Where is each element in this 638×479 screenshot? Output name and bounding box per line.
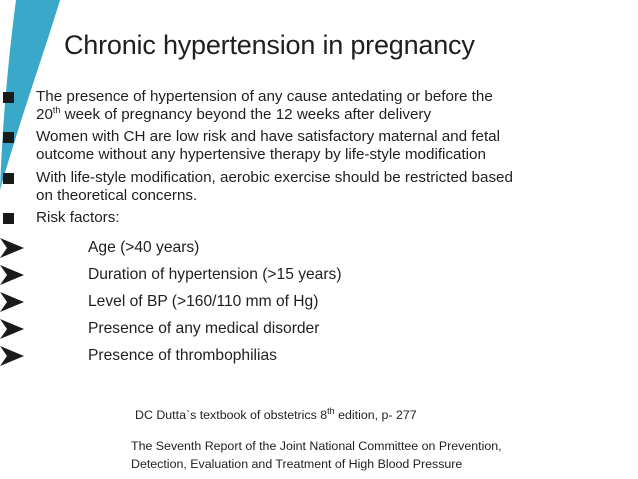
risk-factor-item (0, 290, 638, 317)
bullet-line: Risk factors: (36, 209, 120, 226)
week-number: 20 (36, 106, 53, 123)
bullet-item (0, 88, 638, 128)
arrow-bullet-icon (0, 319, 24, 339)
bullet-line: With life-style modification, aerobic exercise should be restricted based (36, 169, 513, 186)
reference-citation (131, 437, 502, 473)
bullet-line-rest: week of pregnancy beyond the 12 weeks after delivery (60, 106, 432, 123)
citation-text-rest: edition, p- 277 (334, 408, 417, 422)
slide-title: Chronic hypertension in pregnancy (64, 30, 475, 60)
risk-factor-text: Presence of thrombophilias (88, 347, 277, 364)
square-bullet-icon (3, 132, 14, 143)
risk-factor-text: Presence of any medical disorder (88, 320, 320, 337)
arrow-bullet-icon (0, 238, 24, 258)
citation-text: DC Dutta`s textbook of obstetrics 8 (135, 408, 328, 422)
reference-citation (135, 405, 417, 422)
arrow-bullet-icon (0, 265, 24, 285)
ordinal-suffix: th (52, 104, 61, 115)
square-bullet-icon (3, 92, 14, 103)
bullet-text (36, 88, 638, 124)
ordinal-suffix: th (327, 405, 335, 416)
bullet-item (0, 169, 638, 209)
risk-factor-item (0, 263, 638, 290)
bullet-list (0, 88, 638, 371)
citation-line: The Seventh Report of the Joint National Committee on Prevention, (131, 439, 502, 453)
risk-factor-text: Age (>40 years) (88, 239, 200, 256)
bullet-text (36, 169, 638, 205)
bullet-item (0, 128, 638, 169)
square-bullet-icon (3, 213, 14, 224)
risk-factor-text: Level of BP (>160/110 mm of Hg) (88, 293, 319, 310)
bullet-item (0, 209, 638, 236)
citation-line: Detection, Evaluation and Treatment of High Blood Pressure (131, 457, 463, 471)
bullet-line: The presence of hypertension of any cause antedating or before the (36, 88, 493, 105)
bullet-line (36, 106, 638, 124)
risk-factor-item (0, 236, 638, 263)
risk-factor-item (0, 344, 638, 371)
square-bullet-icon (3, 173, 14, 184)
bullet-text (36, 128, 638, 164)
arrow-bullet-icon (0, 292, 24, 312)
bullet-line: outcome without any hypertensive therapy by life-style modification (36, 146, 486, 163)
bullet-line: on theoretical concerns. (36, 187, 198, 204)
risk-factor-item (0, 317, 638, 344)
arrow-bullet-icon (0, 346, 24, 366)
bullet-line: Women with CH are low risk and have satisfactory maternal and fetal (36, 128, 500, 145)
bullet-text (36, 209, 638, 227)
risk-factor-text: Duration of hypertension (>15 years) (88, 266, 342, 283)
